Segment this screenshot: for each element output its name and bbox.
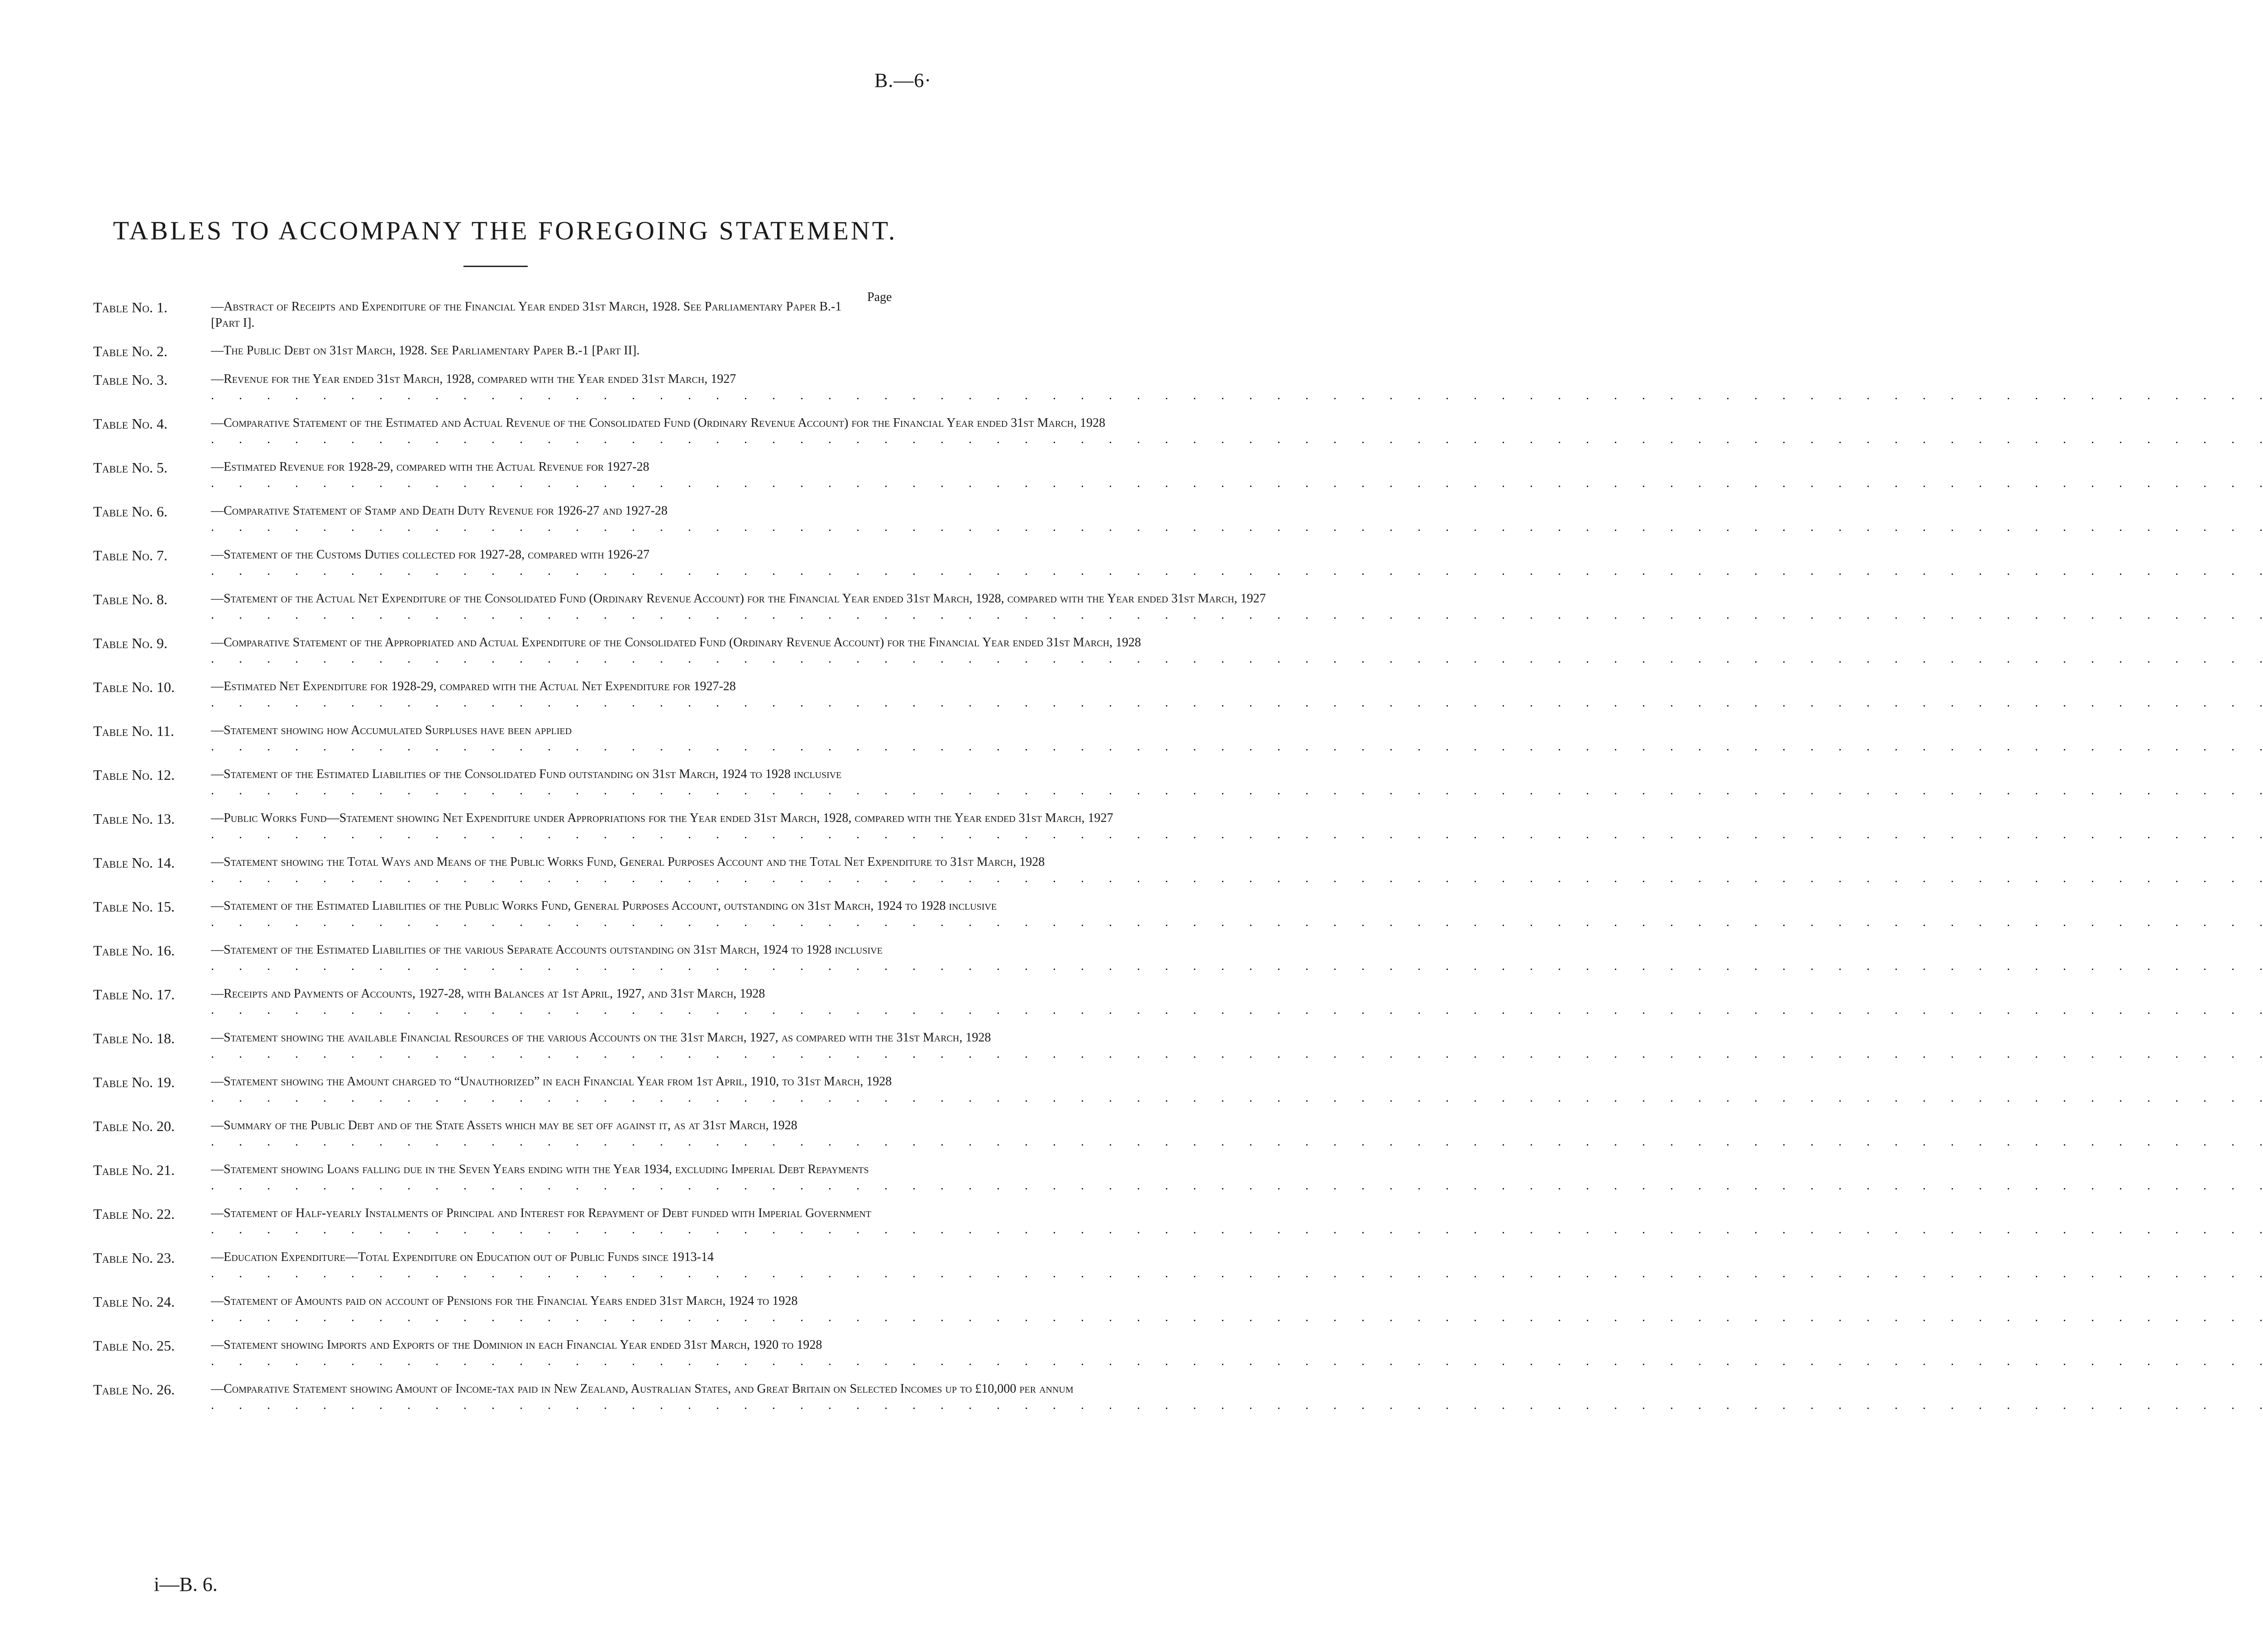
entry-label: Table No. 13.: [93, 811, 175, 827]
entry-description: —Statement showing Loans falling due in the Seven Years ending with the Year 1934, excluding Imperial Debt Repayments: [211, 1162, 869, 1176]
entry-label: Table No. 20.: [93, 1118, 175, 1134]
dot-leader: [211, 1178, 2263, 1194]
entry-description: —Estimated Net Expenditure for 1928-29, compared with the Actual Net Expenditure for 1927-28: [211, 679, 736, 693]
entry-label: Table No. 21.: [93, 1162, 175, 1178]
entry-text: [211, 343, 867, 359]
entry-label: Table No. 10.: [93, 679, 175, 695]
page-signature: i—B. 6.: [154, 1573, 218, 1595]
toc-entry: [93, 722, 908, 755]
entry-description: —The Public Debt on 31st March, 1928. See Parliamentary Paper B.-1 [Part II].: [211, 344, 640, 358]
dot-leader: [211, 1265, 2263, 1282]
entry-label: Table No. 2.: [93, 343, 167, 359]
page-title: TABLES TO ACCOMPANY THE FOREGOING STATEMENT.: [113, 216, 898, 245]
entry-text: [211, 1117, 2263, 1150]
entry-text: [211, 1249, 2263, 1282]
toc-entry: [93, 1205, 908, 1238]
dot-leader: [211, 431, 2263, 448]
dot-leader: [211, 1046, 2263, 1062]
toc-entry: [93, 810, 1113, 843]
entry-text: [211, 722, 2263, 755]
toc-entry: [93, 459, 908, 492]
entry-description: —Revenue for the Year ended 31st March, 1928, compared with the Year ended 31st March, 1927: [211, 372, 736, 386]
entry-description: —Statement showing the Total Ways and Means of the Public Works Fund, General Purposes Account and the Total Net Expenditure to 31st March, 1928: [211, 855, 1045, 869]
entry-label: Table No. 25.: [93, 1337, 175, 1354]
toc-entry: [93, 415, 1106, 448]
toc-entry: [93, 1293, 908, 1326]
toc-entry: [93, 1117, 908, 1150]
entry-text: [211, 1337, 2263, 1370]
entry-label: Table No. 24.: [93, 1294, 175, 1310]
entry-description: —Statement of the Actual Net Expenditure of the Consolidated Fund (Ordinary Revenue Account) for the Financial Year ended 31st March, 1928, compared with the Year ended 31st March, 1927: [211, 592, 1266, 606]
toc-entry: [93, 678, 908, 711]
toc-entry: [93, 547, 908, 579]
dot-leader: [211, 1134, 2263, 1150]
toc-entry: [93, 898, 997, 931]
entry-label: Table No. 14.: [93, 855, 175, 871]
entry-label: Table No. 19.: [93, 1074, 175, 1090]
entry-description: —Statement of the Estimated Liabilities of the Consolidated Fund outstanding on 31st March, 1924 to 1928 inclusive: [211, 767, 842, 781]
entry-label: Table No. 1.: [93, 299, 167, 315]
toc-entry: [93, 1337, 908, 1370]
entry-description: —Comparative Statement of the Estimated and Actual Revenue of the Consolidated Fund (Ordinary Revenue Account) for the Financial Year ended 31st March, 1928: [211, 416, 1106, 430]
entry-text: [211, 547, 2263, 579]
entry-description: —Comparative Statement showing Amount of Income-tax paid in New Zealand, Australian States, and Great Britain on Selected Incomes up to £10,000 per annum: [211, 1382, 1074, 1396]
entry-text: [211, 591, 2263, 623]
entry-label: Table No. 5.: [93, 459, 167, 476]
entry-text: [211, 371, 2263, 404]
toc-entry: [93, 503, 908, 535]
dot-leader: [211, 695, 2263, 711]
entry-text: [211, 415, 2263, 448]
toc-entry: [93, 1030, 991, 1062]
entry-text: [211, 678, 2263, 711]
toc-entry: [93, 635, 1141, 667]
entry-description: —Receipts and Payments of Accounts, 1927-28, with Balances at 1st April, 1927, and 31st March, 1928: [211, 987, 765, 1001]
entry-description: —Comparative Statement of the Appropriated and Actual Expenditure of the Consolidated Fund (Ordinary Revenue Account) for the Financial Year ended 31st March, 1928: [211, 635, 1141, 649]
entry-description: —Statement showing the available Financial Resources of the various Accounts on the 31st March, 1927, as compared with the 31st March, 1928: [211, 1031, 991, 1045]
entry-text: [211, 1074, 2263, 1106]
entry-text: [211, 854, 2263, 887]
entry-text: [211, 898, 2263, 931]
entry-text: [211, 299, 867, 331]
dot-leader: [211, 870, 2263, 887]
toc-entry: [93, 371, 908, 404]
entry-text: [211, 1293, 2263, 1326]
dot-leader: [211, 1397, 2263, 1413]
dot-leader: [211, 1002, 2263, 1018]
entry-label: Table No. 18.: [93, 1030, 175, 1046]
entry-text: [211, 1205, 2263, 1238]
dot-leader: [211, 475, 2263, 492]
entry-label: Table No. 11.: [93, 723, 174, 739]
dot-leader: [211, 607, 2263, 623]
entry-text: [211, 942, 2263, 974]
entry-label: Table No. 12.: [93, 767, 175, 783]
toc-entry: [93, 299, 908, 331]
entry-label: Table No. 16.: [93, 942, 175, 959]
entry-description: —Statement of Half-yearly Instalments of Principal and Interest for Repayment of Debt funded with Imperial Government: [211, 1206, 871, 1220]
toc-entry: [93, 1249, 908, 1282]
dot-leader: [211, 783, 2263, 799]
entry-text: [211, 1381, 2263, 1413]
entry-description: —Abstract of Receipts and Expenditure of the Financial Year ended 31st March, 1928. See Parliamentary Paper B.-1 [Part I].: [211, 300, 842, 330]
dot-leader: [211, 826, 2263, 843]
toc-entry: [93, 1074, 908, 1106]
dot-leader: [211, 914, 2263, 931]
dot-leader: [211, 958, 2263, 974]
toc-entry: [93, 854, 1045, 887]
dot-leader: [211, 563, 2263, 579]
entry-description: —Statement of the Estimated Liabilities of the Public Works Fund, General Purposes Account, outstanding on 31st March, 1924 to 1928 inclusive: [211, 899, 997, 913]
entry-label: Table No. 26.: [93, 1381, 175, 1398]
entry-description: —Estimated Revenue for 1928-29, compared with the Actual Revenue for 1927-28: [211, 460, 649, 474]
entry-text: [211, 503, 2263, 535]
entry-description: —Statement showing how Accumulated Surpluses have been applied: [211, 723, 572, 737]
entry-description: —Statement showing the Amount charged to “Unauthorized” in each Financial Year from 1st April, 1910, to 31st March, 1928: [211, 1074, 892, 1089]
dot-leader: [211, 1353, 2263, 1370]
dot-leader: [211, 1222, 2263, 1238]
page-reference: B.—6·: [874, 69, 931, 91]
toc-entry: [93, 343, 908, 360]
entry-label: Table No. 17.: [93, 986, 175, 1003]
entry-label: Table No. 4.: [93, 415, 167, 432]
entry-label: Table No. 22.: [93, 1206, 175, 1222]
dot-leader: [211, 739, 2263, 755]
entry-label: Table No. 8.: [93, 591, 167, 607]
entry-description: —Statement showing Imports and Exports of the Dominion in each Financial Year ended 31st March, 1920 to 1928: [211, 1338, 822, 1352]
title-rule: [463, 266, 528, 267]
entry-description: —Comparative Statement of Stamp and Death Duty Revenue for 1926-27 and 1927-28: [211, 504, 668, 518]
dot-leader: [211, 387, 2263, 404]
entry-label: Table No. 15.: [93, 898, 175, 915]
entry-description: —Statement of the Estimated Liabilities of the various Separate Accounts outstanding on 31st March, 1924 to 1928 inclusive: [211, 943, 883, 957]
dot-leader: [211, 519, 2263, 535]
toc-entry: [93, 942, 908, 974]
entry-label: Table No. 9.: [93, 635, 167, 651]
toc-entry: [93, 986, 908, 1018]
toc-entry: [93, 1381, 1074, 1413]
entry-description: —Statement of Amounts paid on account of Pensions for the Financial Years ended 31st March, 1924 to 1928: [211, 1294, 798, 1308]
entry-text: [211, 766, 2263, 799]
page-column-label: Page: [867, 290, 892, 304]
entry-label: Table No. 3.: [93, 372, 167, 388]
dot-leader: [211, 1090, 2263, 1106]
dot-leader: [211, 651, 2263, 667]
entry-text: [211, 810, 2263, 843]
entry-text: [211, 1030, 2263, 1062]
entry-description: —Education Expenditure—Total Expenditure on Education out of Public Funds since 1913-14: [211, 1250, 714, 1264]
entry-label: Table No. 7.: [93, 547, 167, 563]
dot-leader: [211, 1309, 2263, 1326]
toc-entry: [93, 766, 908, 799]
entry-text: [211, 986, 2263, 1018]
entry-label: Table No. 23.: [93, 1250, 175, 1266]
entry-description: —Public Works Fund—Statement showing Net Expenditure under Appropriations for the Year ended 31st March, 1928, compared with the Year ended 31st March, 1927: [211, 811, 1113, 825]
entry-text: [211, 459, 2263, 492]
toc-entry: [93, 1161, 908, 1194]
entry-description: —Statement of the Customs Duties collected for 1927-28, compared with 1926-27: [211, 548, 649, 562]
entry-label: Table No. 6.: [93, 503, 167, 520]
table-of-contents: [93, 299, 1266, 1425]
entry-text: [211, 1161, 2263, 1194]
entry-description: —Summary of the Public Debt and of the State Assets which may be set off against it, as at 31st March, 1928: [211, 1118, 797, 1132]
entry-text: [211, 635, 2263, 667]
toc-entry: [93, 591, 1266, 623]
